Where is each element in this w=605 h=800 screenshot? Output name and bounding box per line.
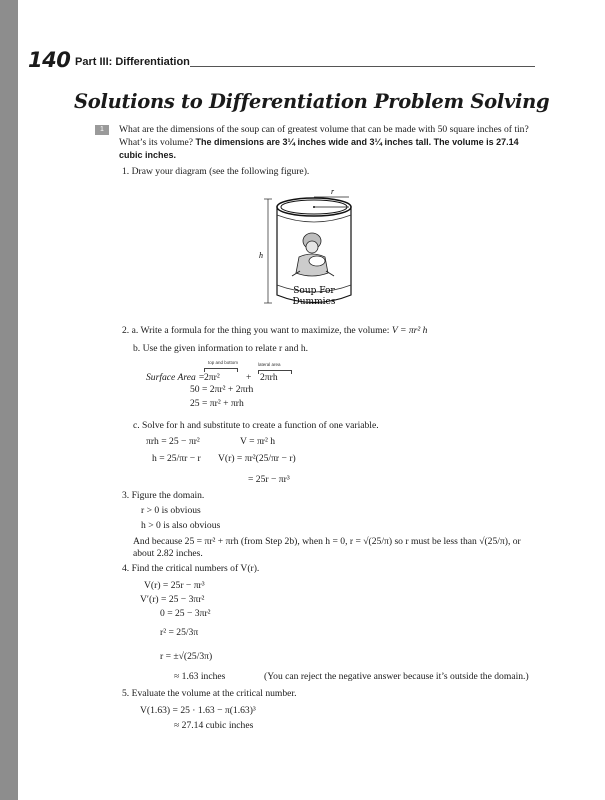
step-5: 5. Evaluate the volume at the critical number. xyxy=(122,688,297,699)
surface-term-2: 2πrh xyxy=(260,372,278,383)
brace-label-top-bottom: top and bottom xyxy=(208,360,239,365)
critical-eq-3: 0 = 25 − 3πr² xyxy=(160,608,211,619)
step-4: 4. Find the critical numbers of V(r). xyxy=(122,563,260,574)
step-2c: c. Solve for h and substitute to create a function of one variable. xyxy=(133,420,379,431)
step-2b: b. Use the given information to relate r and h. xyxy=(133,343,309,354)
critical-eq-5: r = ±√(25/3π) xyxy=(160,651,213,662)
domain-explanation-2: about 2.82 inches. xyxy=(133,548,203,559)
soup-can-figure xyxy=(255,185,365,315)
equation-volume: V = πr² h xyxy=(240,436,276,447)
surface-area-label: Surface Area = xyxy=(146,372,205,383)
critical-eq-2: V′(r) = 25 − 3πr² xyxy=(140,594,205,605)
equation-pirh: πrh = 25 − πr² xyxy=(146,436,200,447)
running-header: Part III: Differentiation xyxy=(75,56,190,68)
critical-note: (You can reject the negative answer because it’s outside the domain.) xyxy=(264,671,529,682)
domain-explanation: And because 25 = πr² + πrh (from Step 2b), when h = 0, r = √(25/π) so r must be less than √(25/π), or xyxy=(133,536,521,547)
critical-eq-6: ≈ 1.63 inches xyxy=(174,671,226,682)
domain-h: h > 0 is also obvious xyxy=(141,520,221,531)
height-label: h xyxy=(259,251,263,260)
surface-plus: + xyxy=(246,372,252,383)
step-3: 3. Figure the domain. xyxy=(122,490,205,501)
problem-text xyxy=(119,124,544,162)
evaluate-eq-2: ≈ 27.14 cubic inches xyxy=(174,720,254,731)
page-gutter xyxy=(0,0,18,800)
equation-25: 25 = πr² + πrh xyxy=(190,398,244,409)
equation-v-simplified: = 25r − πr³ xyxy=(248,474,290,485)
page-title: Solutions to Differentiation Problem Solving xyxy=(74,90,550,113)
surface-term-1: 2πr² xyxy=(204,372,220,383)
step-2a: 2. a. Write a formula for the thing you want to maximize, the volume: V = πr² h xyxy=(122,325,428,336)
critical-eq-4: r² = 25/3π xyxy=(160,627,199,638)
critical-eq-1: V(r) = 25r − πr³ xyxy=(144,580,205,591)
page-number: 140 xyxy=(28,48,71,72)
answer-text: The dimensions are 3¼ inches wide and 3¼ inches tall. The volume is 27.14 cubic inches. xyxy=(119,137,519,160)
radius-label: r xyxy=(331,187,335,196)
equation-v-sub: V(r) = πr²(25/πr − r) xyxy=(218,453,296,464)
brace-label-lateral: lateral area xyxy=(258,362,281,367)
question-text: What are the dimensions of the soup can of greatest volume that can be made with 50 square inches of tin? What’s its volume? xyxy=(119,124,529,148)
equation-50: 50 = 2πr² + 2πrh xyxy=(190,384,254,395)
can-label-line2: Dummies xyxy=(292,297,336,307)
problem-number-badge: 1 xyxy=(95,125,109,135)
can-label-line1: Soup For xyxy=(293,286,335,296)
domain-r: r > 0 is obvious xyxy=(141,505,201,516)
header-rule xyxy=(190,66,535,67)
evaluate-eq-1: V(1.63) = 25 · 1.63 − π(1.63)³ xyxy=(140,705,256,716)
step-1: 1. Draw your diagram (see the following figure). xyxy=(122,166,310,177)
equation-h: h = 25/πr − r xyxy=(152,453,201,464)
